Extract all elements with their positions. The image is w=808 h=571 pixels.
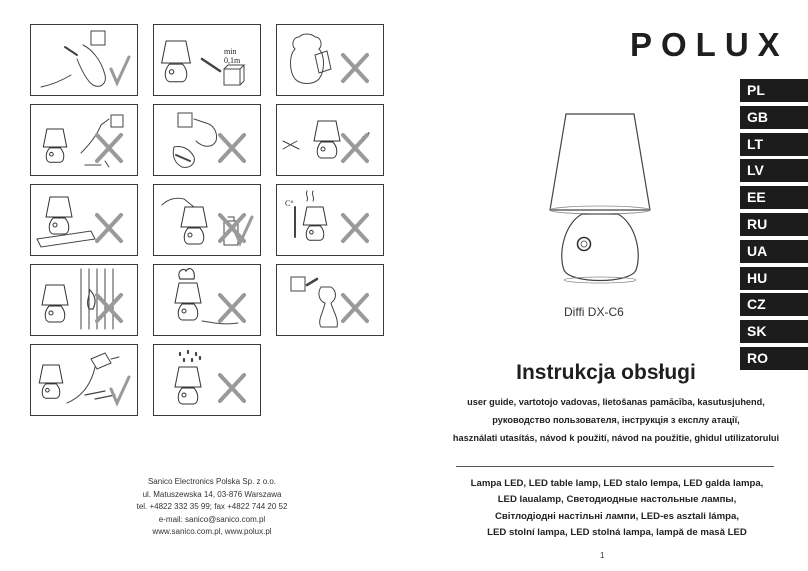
picto-no-modification <box>276 104 384 176</box>
company-name: Sanico Electronics Polska Sp. z o.o. <box>147 477 277 486</box>
note-line: 0,1m <box>224 56 241 65</box>
pictogram-drawing <box>154 25 260 95</box>
allowed-check-icon <box>111 57 129 83</box>
language-tab-ee: EE <box>740 186 808 209</box>
pictogram-drawing <box>277 265 383 335</box>
prohibited-cross-icon <box>97 135 121 161</box>
company-email: e-mail: sanico@sanico.com.pl <box>158 514 266 524</box>
product-line: Світлодіодні настільні лампи, LED-es asztali lámpa, <box>494 510 740 522</box>
prohibited-cross-icon <box>220 135 244 161</box>
lamp-product-illustration <box>544 106 656 290</box>
language-tab-lt: LT <box>740 133 808 156</box>
picto-no-child-plug <box>276 264 384 336</box>
pictogram-drawing <box>277 25 383 95</box>
prohibited-cross-icon <box>343 295 367 321</box>
company-street: ul. Matuszewska 14, 03-876 Warszawa <box>142 489 282 499</box>
language-tab-ua: UA <box>740 240 808 263</box>
pictogram-drawing <box>31 265 137 335</box>
pictogram-drawing <box>31 185 137 255</box>
language-tab-hu: HU <box>740 267 808 290</box>
picto-clean-dry-cloth <box>153 184 261 256</box>
language-tab-ro: RO <box>740 347 808 370</box>
safety-pictogram-grid <box>30 24 384 424</box>
picto-not-for-children <box>276 24 384 96</box>
section-divider <box>456 466 774 467</box>
pictogram-drawing <box>277 105 383 175</box>
pictogram-drawing <box>31 25 137 95</box>
company-phone: tel. +4822 332 35 99; fax +4822 744 20 52 <box>136 502 288 512</box>
product-line: LED stolní lampa, LED stolná lampa, lampă de masă LED <box>487 526 747 538</box>
product-line: Lampa LED, LED table lamp, LED stalo lempa, LED galda lampa, <box>470 478 764 489</box>
subtitle-line: user guide, vartotojo vadovas, lietošanas pamācība, kasutusjuhend, <box>467 397 765 407</box>
prohibited-cross-icon <box>343 215 367 241</box>
prohibited-cross-icon <box>97 295 121 321</box>
pictogram-drawing <box>31 345 137 415</box>
subtitle-line: руководство пользователя, інструкція з експлу атації, <box>492 415 740 425</box>
model-name: Diffi DX-C6 <box>564 305 624 319</box>
company-websites: www.sanico.com.pl, www.polux.pl <box>152 527 272 537</box>
prohibited-cross-icon <box>343 135 367 161</box>
language-tab-sk: SK <box>740 320 808 343</box>
prohibited-cross-icon <box>220 295 244 321</box>
pictogram-drawing <box>154 345 260 415</box>
note-line: C° <box>285 199 294 208</box>
picto-minimum-distance <box>153 24 261 96</box>
pictogram-drawing <box>277 185 383 255</box>
picto-unplug-adapter <box>30 344 138 416</box>
language-tab-ru: RU <box>740 213 808 236</box>
prohibited-cross-icon <box>220 375 244 401</box>
picto-no-unstable-surface <box>30 184 138 256</box>
brand-logo: POLUX <box>630 26 789 63</box>
prohibited-cross-icon <box>343 55 367 81</box>
language-tab-pl: PL <box>740 79 808 102</box>
allowed-check-icon <box>111 377 129 403</box>
prohibited-cross-icon <box>97 215 121 241</box>
pictogram-drawing <box>154 265 260 335</box>
pictogram-note <box>285 199 294 208</box>
subtitle-line: használati utasítás, návod k použití, návod na použitie, ghidul utilizatorului <box>452 433 780 443</box>
picto-no-water <box>153 344 261 416</box>
pictogram-drawing <box>154 185 260 255</box>
page-number: 1 <box>600 551 605 560</box>
manual-title: Instrukcja obsługi <box>516 361 696 384</box>
picto-no-damaged-cable <box>30 104 138 176</box>
picto-plug-into-socket <box>30 24 138 96</box>
company-address <box>114 476 310 539</box>
picto-no-wet-hands <box>153 104 261 176</box>
picto-no-touch-hot <box>276 184 384 256</box>
pictogram-drawing <box>154 105 260 175</box>
manual-subtitle <box>424 393 808 447</box>
language-tabs <box>740 79 808 374</box>
language-tab-cz: CZ <box>740 293 808 316</box>
language-tab-gb: GB <box>740 106 808 129</box>
picto-no-cover-fire <box>153 264 261 336</box>
note-line: min <box>224 47 237 56</box>
pictogram-note <box>224 47 240 65</box>
product-description <box>434 476 800 541</box>
product-line: LED laualamp, Светодиодные настольные лампы, <box>497 494 737 506</box>
picto-no-flammable-curtains <box>30 264 138 336</box>
right-page <box>404 0 808 571</box>
language-tab-lv: LV <box>740 159 808 182</box>
pictogram-drawing <box>31 105 137 175</box>
